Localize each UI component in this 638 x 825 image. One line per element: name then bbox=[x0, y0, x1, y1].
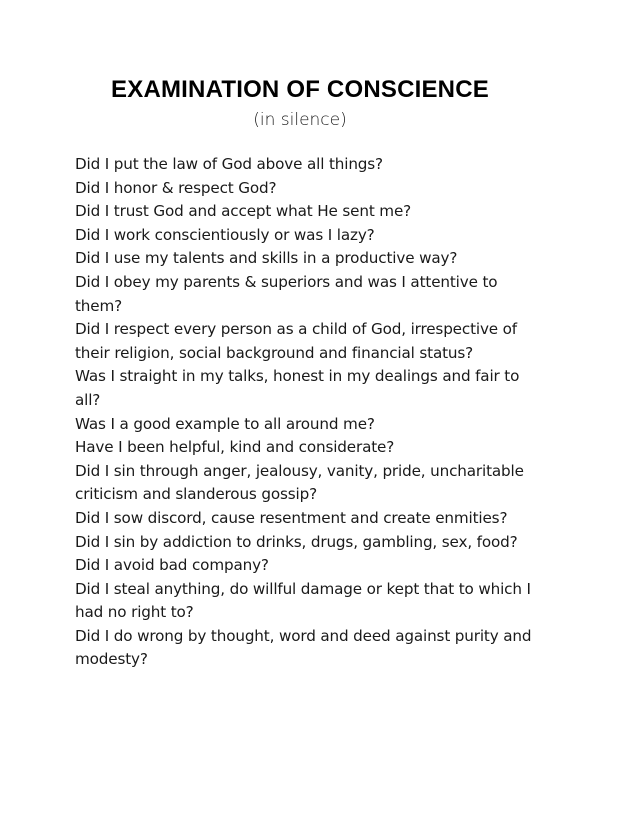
question-item: Did I sin through anger, jealousy, vanity, pride, uncharitable criticism and slanderous gossip? bbox=[75, 461, 524, 504]
question-item: Was I straight in my talks, honest in my dealings and fair to all? bbox=[75, 367, 520, 409]
question-item: Did I do wrong by thought, word and deed against purity and modesty? bbox=[75, 626, 532, 669]
question-item: Did I put the law of God above all things? bbox=[75, 155, 383, 173]
question-item: Did I work conscientiously or was I lazy? bbox=[75, 225, 375, 244]
question-item: Have I been helpful, kind and considerate? bbox=[75, 438, 395, 457]
question-item: Did I sin by addiction to drinks, drugs, gambling, sex, food? bbox=[75, 532, 518, 551]
question-item: Did I use my talents and skills in a productive way? bbox=[75, 249, 458, 268]
page-title: EXAMINATION OF CONSCIENCE bbox=[111, 76, 489, 103]
question-item: Did I sow discord, cause resentment and create enmities? bbox=[75, 508, 508, 527]
question-list bbox=[75, 153, 540, 672]
question-item: Did I steal anything, do willful damage or kept that to which I had no right to? bbox=[75, 579, 531, 622]
question-item: Did I obey my parents & superiors and was I attentive to them? bbox=[75, 272, 498, 315]
question-item: Did I trust God and accept what He sent me? bbox=[75, 202, 412, 221]
question-item: Did I respect every person as a child of God, irrespective of their religion, social background and financial status? bbox=[75, 320, 518, 362]
page-subtitle: (in silence) bbox=[253, 110, 347, 130]
question-item: Was I a good example to all around me? bbox=[75, 414, 375, 433]
question-item: Did I avoid bad company? bbox=[75, 556, 269, 575]
question-item: Did I honor & respect God? bbox=[75, 178, 277, 197]
